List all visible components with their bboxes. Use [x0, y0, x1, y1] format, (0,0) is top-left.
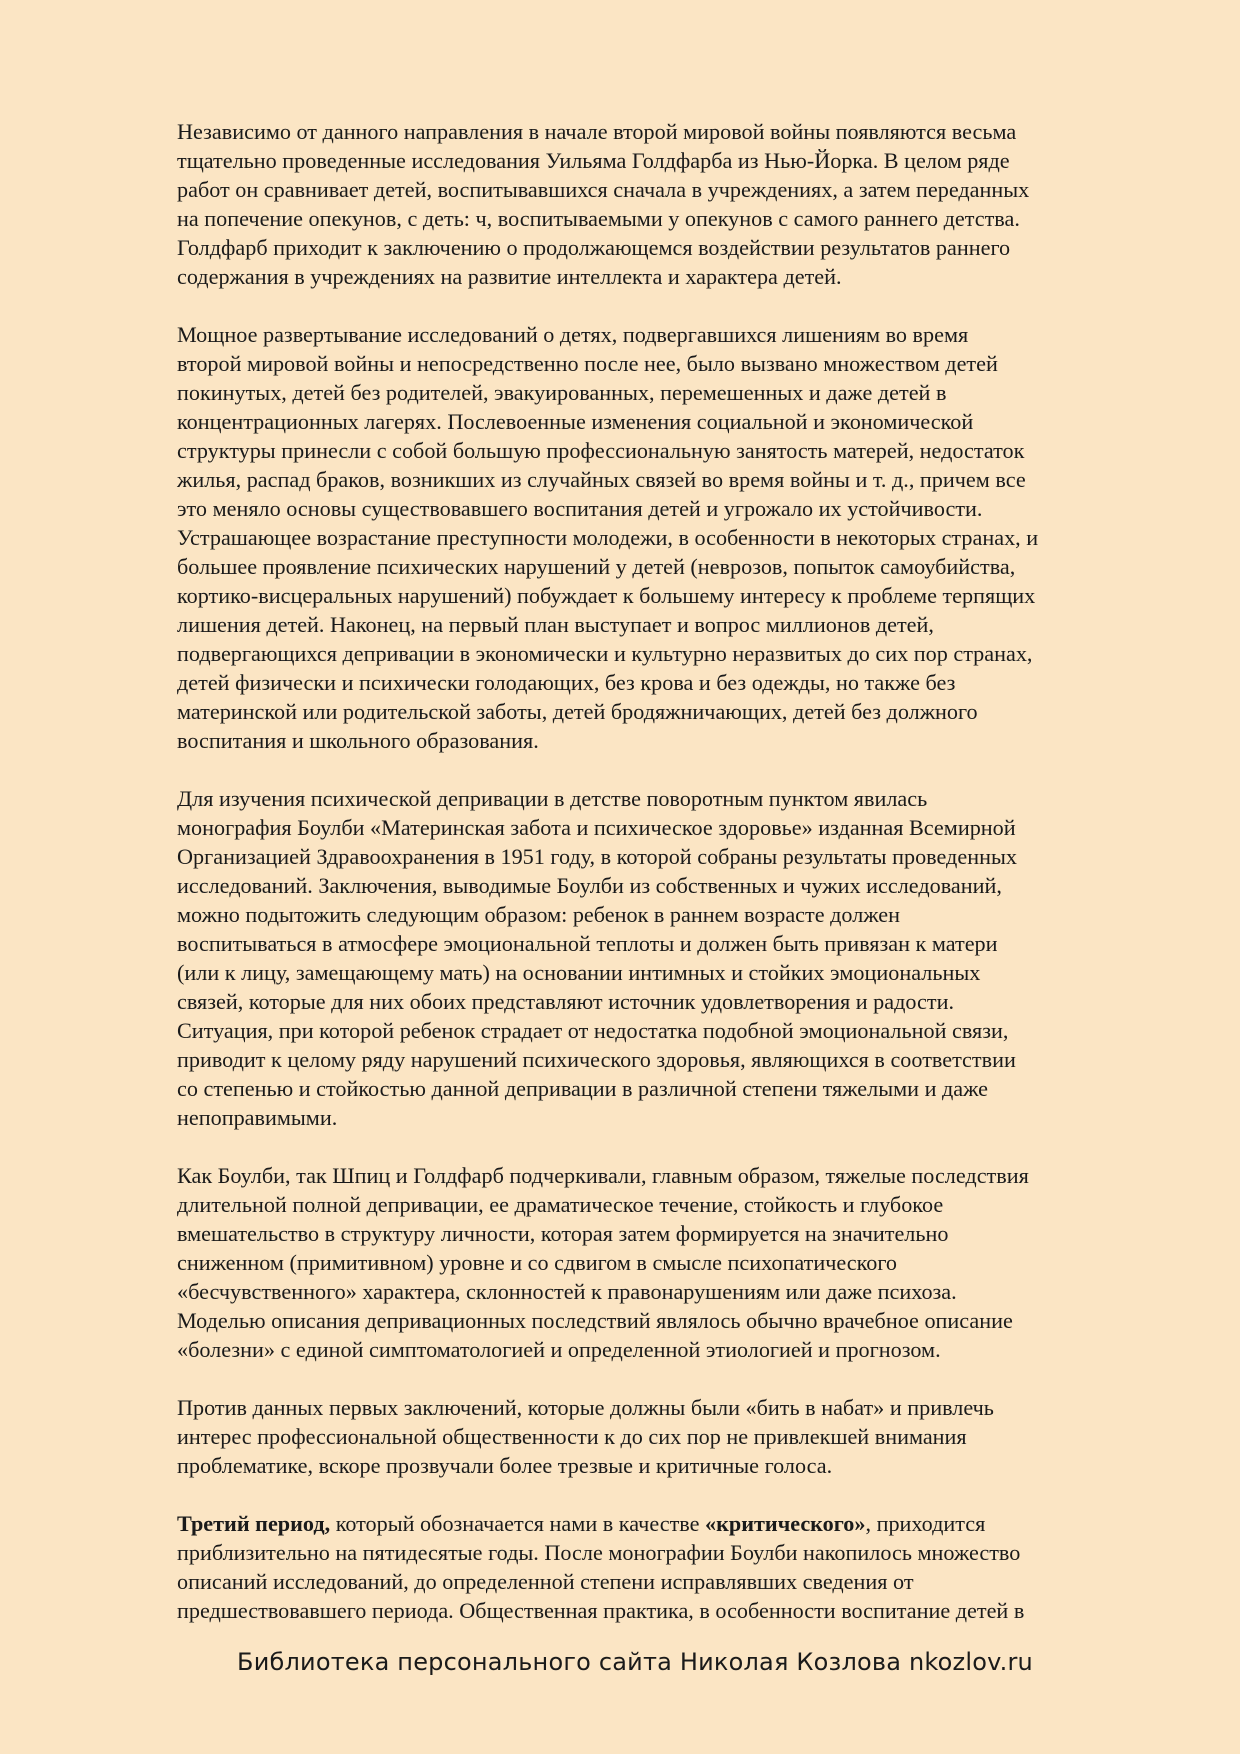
text-line: приводит к целому ряду нарушений психического здоровья, являющихся в соответствии — [177, 1047, 1016, 1072]
paragraph-consequences — [177, 1161, 1163, 1364]
text-line — [177, 1509, 1163, 1538]
text-line: (или к лицу, замещающему мать) на основании интимных и стойких эмоциональных — [177, 960, 981, 985]
text-line: связей, которые для них обоих представляют источник удовлетворения и радости. — [177, 989, 954, 1014]
page-footer — [0, 1648, 1240, 1676]
text-line: это меняло основы существовавшего воспитания детей и угрожало их устойчивости. — [177, 496, 983, 521]
document-body — [177, 117, 1163, 1654]
text-line: содержания в учреждениях на развитие интеллекта и характера детей. — [177, 264, 842, 289]
text-line: Мощное развертывание исследований о детях, подвергавшихся лишениям во время — [177, 322, 969, 347]
text-line: воспитываться в атмосфере эмоциональной теплоты и должен быть привязан к матери — [177, 931, 998, 956]
text-line: большее проявление психических нарушений у детей (неврозов, попыток самоубийства, — [177, 554, 1016, 579]
text-line: Ситуация, при которой ребенок страдает от недостатка подобной эмоциональной связи, — [177, 1018, 1009, 1043]
text-line: Моделью описания депривационных последствий являлось обычно врачебное описание — [177, 1308, 1013, 1333]
text-line: сниженном (примитивном) уровне и со сдвигом в смысле психопатического — [177, 1250, 898, 1275]
text-line: непоправимыми. — [177, 1105, 338, 1130]
paragraph-third-period — [177, 1509, 1163, 1625]
text-line: вмешательство в структуру личности, которая затем формируется на значительно — [177, 1221, 949, 1246]
inline-text: , приходится — [865, 1511, 986, 1536]
inline-text: который обозначается нами в качестве — [330, 1511, 706, 1536]
text-line: покинутых, детей без родителей, эвакуированных, перемешенных и даже детей в — [177, 380, 947, 405]
text-line: Для изучения психической депривации в детстве поворотным пунктом явилась — [177, 786, 928, 811]
text-line: жилья, распад браков, возникших из случайных связей во время войны и т. д., причем все — [177, 467, 1026, 492]
text-line: приблизительно на пятидесятые годы. После монографии Боулби накопилось множество — [177, 1540, 1021, 1565]
text-line: Организацией Здравоохранения в 1951 году, в которой собраны результаты проведенных — [177, 844, 1017, 869]
text-line: «бесчувственного» характера, склонностей к правонарушениям или даже психоза. — [177, 1279, 957, 1304]
text-line: «болезни» с единой симптоматологией и определенной этиологией и прогнозом. — [177, 1337, 941, 1362]
text-line: Как Боулби, так Шпиц и Голдфарб подчеркивали, главным образом, тяжелые последствия — [177, 1163, 1029, 1188]
text-line: на попечение опекунов, с деть: ч, воспитываемыми у опекунов с самого раннего детства. — [177, 206, 1020, 231]
paragraph-goldfarb — [177, 117, 1163, 291]
text-line: материнской или родительской заботы, детей бродяжничающих, детей без должного — [177, 699, 978, 724]
text-line: лишения детей. Наконец, на первый план выступает и вопрос миллионов детей, — [177, 612, 934, 637]
text-line: монография Боулби «Материнская забота и психическое здоровье» изданная Всемирной — [177, 815, 1016, 840]
text-line: детей физически и психически голодающих, без крова и без одежды, но также без — [177, 670, 956, 695]
third-period-heading: Третий период, — [177, 1511, 331, 1536]
paragraph-bowlby-monograph — [177, 784, 1163, 1132]
text-line: структуры принесли с собой большую профессиональную занятость матерей, недостаток — [177, 438, 1025, 463]
paragraph-wartime-research — [177, 320, 1163, 755]
text-line: длительной полной депривации, ее драматическое течение, стойкость и глубокое — [177, 1192, 944, 1217]
text-line: Устрашающее возрастание преступности молодежи, в особенности в некоторых странах, и — [177, 525, 1039, 550]
text-line: проблематике, вскоре прозвучали более трезвые и критичные голоса. — [177, 1453, 833, 1478]
text-line: предшествовавшего периода. Общественная практика, в особенности воспитание детей в — [177, 1598, 1025, 1623]
text-line: подвергающихся депривации в экономически и культурно неразвитых до сих пор странах, — [177, 641, 1033, 666]
text-line: тщательно проведенные исследования Уильяма Голдфарба из Нью-Йорка. В целом ряде — [177, 148, 1010, 173]
text-line: Голдфарб приходит к заключению о продолжающемся воздействии результатов раннего — [177, 235, 1011, 260]
text-line: Против данных первых заключений, которые должны были «бить в набат» и привлечь — [177, 1395, 994, 1420]
critical-term: «критического» — [705, 1511, 866, 1536]
text-line: второй мировой войны и непосредственно после нее, было вызвано множеством детей — [177, 351, 998, 376]
paragraph-critical-voices — [177, 1393, 1163, 1480]
text-line: исследований. Заключения, выводимые Боулби из собственных и чужих исследований, — [177, 873, 1002, 898]
text-line: описаний исследований, до определенной степени исправлявших сведения от — [177, 1569, 914, 1594]
text-line: воспитания и школьного образования. — [177, 728, 539, 753]
text-line: концентрационных лагерях. Послевоенные изменения социальной и экономической — [177, 409, 974, 434]
footer-library-text: Библиотека персонального сайта Николая Козлова nkozlov.ru — [237, 1648, 1033, 1676]
text-line: работ он сравнивает детей, воспитывавшихся сначала в учреждениях, а затем переданных — [177, 177, 1030, 202]
text-line: кортико-висцеральных нарушений) побуждает к большему интересу к проблеме терпящих — [177, 583, 1036, 608]
text-line: Независимо от данного направления в начале второй мировой войны появляются весьма — [177, 119, 1017, 144]
text-line: можно подытожить следующим образом: ребенок в раннем возрасте должен — [177, 902, 901, 927]
text-line: со степенью и стойкостью данной депривации в различной степени тяжелыми и даже — [177, 1076, 989, 1101]
text-line: интерес профессиональной общественности к до сих пор не привлекшей внимания — [177, 1424, 967, 1449]
